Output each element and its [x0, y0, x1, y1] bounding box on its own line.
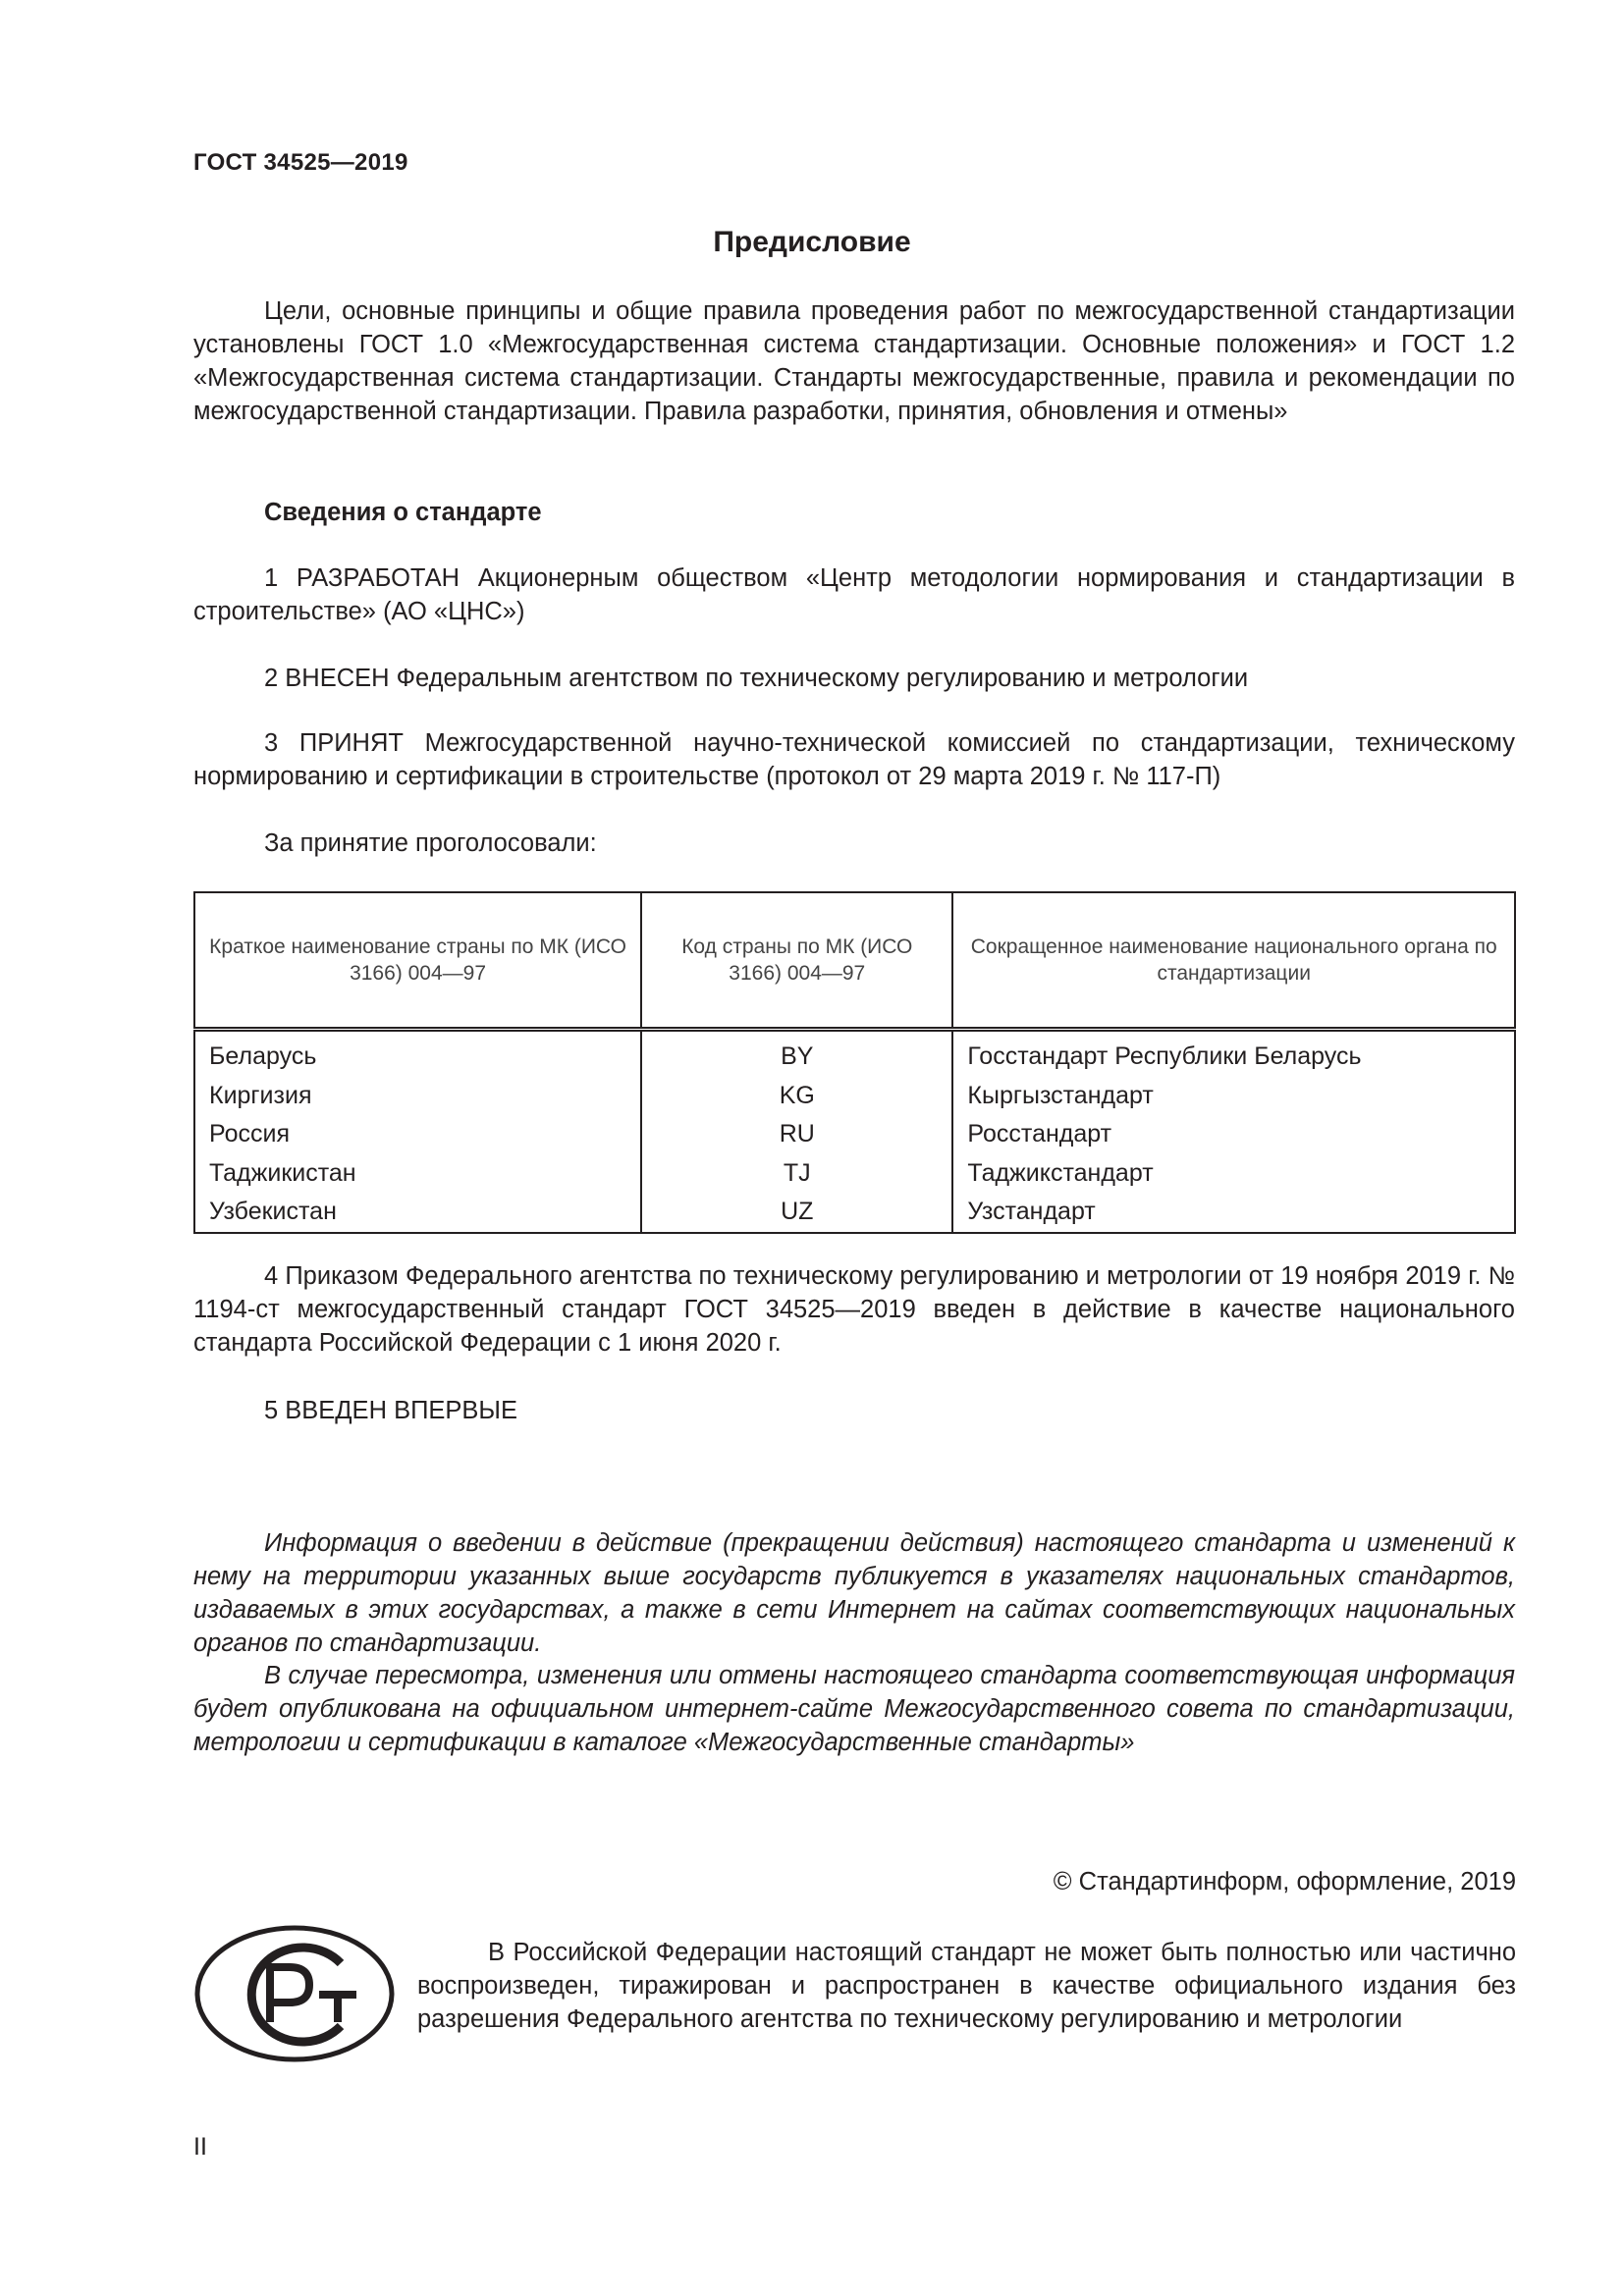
reproduction-notice: В Российской Федерации настоящий стандарт не может быть полностью или частично воспроизведен, тиражирован и распространен в качестве официального издания без разрешения Федерального агентства по техническому регулированию и метрологии	[417, 1939, 1516, 2033]
intro-paragraph: Цели, основные принципы и общие правила проведения работ по межгосударственной стандартизации установлены ГОСТ 1.0 «Межгосударственная система стандартизации. Основные положения» и ГОСТ 1.2 «Межгосударственная система стандартизации. Стандарты межгосударственные, правила и рекомендации по межгосударственной стандартизации. Правила разработки, принятия, обновления и отмены»	[193, 297, 1515, 425]
cell-body: Кыргызстандарт	[952, 1077, 1515, 1116]
italic-note-1: Информация о введении в действие (прекращении действия) настоящего стандарта и изменений к нему на территории указанных выше государств публикуется в указателях национальных стандартов, издаваемых в этих государствах, а также в сети Интернет на сайтах соответствующих национальных органов по стандартизации.	[193, 1529, 1515, 1657]
votes-intro: За принятие проголосовали:	[264, 829, 597, 857]
page-number: II	[193, 2133, 207, 2161]
cell-country: Киргизия	[194, 1077, 641, 1116]
cell-body: Росстандарт	[952, 1115, 1515, 1154]
rst-certification-mark-icon	[193, 1924, 396, 2068]
cell-code: KG	[641, 1077, 952, 1116]
copyright-line: © Стандартинформ, оформление, 2019	[1053, 1868, 1516, 1896]
table-row	[194, 1030, 1515, 1077]
table-row	[194, 1115, 1515, 1154]
cell-country: Россия	[194, 1115, 641, 1154]
cell-body: Таджикстандарт	[952, 1154, 1515, 1194]
header-country-code: Код страны по МК (ИСО 3166) 004—97	[641, 892, 952, 1030]
cell-country: Узбекистан	[194, 1193, 641, 1233]
cell-code: RU	[641, 1115, 952, 1154]
cell-body: Узстандарт	[952, 1193, 1515, 1233]
cell-country: Таджикистан	[194, 1154, 641, 1194]
cell-code: TJ	[641, 1154, 952, 1194]
item-3-adopted: 3 ПРИНЯТ Межгосударственной научно-технической комиссией по стандартизации, техническому нормированию и сертификации в строительстве (протокол от 29 марта 2019 г. № 117-П)	[193, 729, 1515, 790]
document-code: ГОСТ 34525—2019	[193, 149, 408, 176]
item-4-order: 4 Приказом Федерального агентства по техническому регулированию и метрологии от 19 ноября 2019 г. № 1194-ст межгосударственный стандарт ГОСТ 34525—2019 введен в действие в качестве национального стандарта Российской Федерации с 1 июня 2020 г.	[193, 1262, 1515, 1357]
cell-country: Беларусь	[194, 1030, 641, 1077]
votes-table-header	[194, 892, 1515, 1030]
header-national-body: Сокращенное наименование национального органа по стандартизации	[952, 892, 1515, 1030]
header-country-name: Краткое наименование страны по МК (ИСО 3166) 004—97	[194, 892, 641, 1030]
table-row	[194, 1193, 1515, 1233]
item-5-first-introduced: 5 ВВЕДЕН ВПЕРВЫЕ	[264, 1397, 518, 1424]
cell-body: Госстандарт Республики Беларусь	[952, 1030, 1515, 1077]
votes-table	[193, 891, 1516, 1234]
item-1-developed: 1 РАЗРАБОТАН Акционерным обществом «Центр методологии нормирования и стандартизации в строительстве» (АО «ЦНС»)	[193, 564, 1515, 625]
item-2-introduced: 2 ВНЕСЕН Федеральным агентством по техническому регулированию и метрологии	[264, 665, 1249, 692]
info-heading: Сведения о стандарте	[264, 499, 542, 526]
italic-note-2: В случае пересмотра, изменения или отмены настоящего стандарта соответствующая информация будет опубликована на официальном интернет-сайте Межгосударственного совета по стандартизации, метрологии и сертификации в каталоге «Межгосударственные стандарты»	[193, 1662, 1515, 1756]
table-row	[194, 1077, 1515, 1116]
table-row	[194, 1154, 1515, 1194]
page-title: Предисловие	[713, 226, 911, 258]
cell-code: BY	[641, 1030, 952, 1077]
cell-code: UZ	[641, 1193, 952, 1233]
